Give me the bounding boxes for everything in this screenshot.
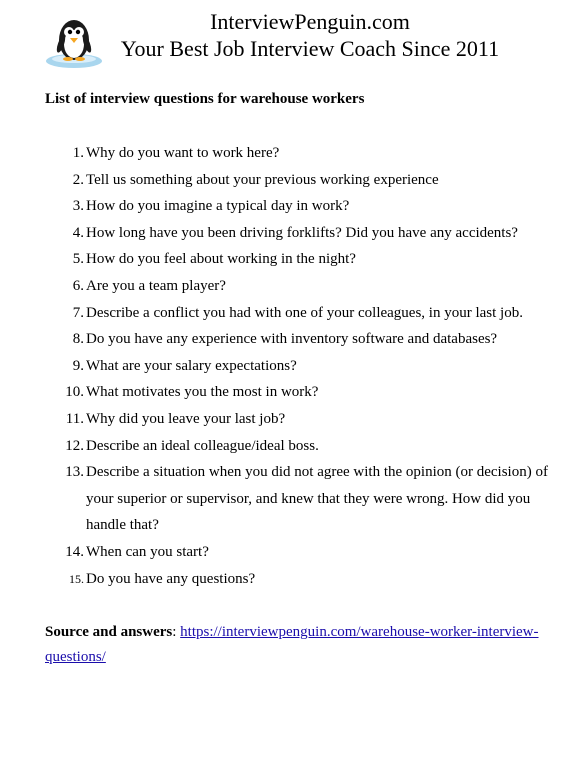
source-line <box>45 620 545 670</box>
question-text: How do you feel about working in the night? <box>86 251 356 268</box>
question-number: 4. <box>72 224 84 241</box>
question-item <box>0 193 585 220</box>
penguin-logo-icon <box>44 14 104 70</box>
questions-list <box>0 140 585 592</box>
question-text: Do you have any experience with inventory software and databases? <box>86 331 498 348</box>
question-text: Describe a situation when you did not agree with the opinion (or decision) of your superior or supervisor, and knew that they were wrong. How did you handle that? <box>86 464 548 534</box>
question-text: How long have you been driving forklifts? Did you have any accidents? <box>86 224 518 241</box>
source-link[interactable]: https://interviewpenguin.com/warehouse-worker-interview-questions/ <box>45 624 539 665</box>
site-tagline: Your Best Job Interview Coach Since 2011 <box>120 36 500 61</box>
question-item <box>0 353 585 380</box>
page-header <box>0 0 585 80</box>
question-text: Why did you leave your last job? <box>86 410 286 427</box>
source-separator: : <box>172 624 181 640</box>
site-name: InterviewPenguin.com <box>210 9 410 34</box>
question-item <box>0 300 585 327</box>
question-item <box>0 140 585 167</box>
question-number: 12. <box>65 437 84 454</box>
question-item <box>0 433 585 460</box>
question-item <box>0 379 585 406</box>
question-item <box>0 246 585 273</box>
question-text: Describe an ideal colleague/ideal boss. <box>86 437 319 454</box>
question-text: What are your salary expectations? <box>86 357 297 374</box>
document-heading: List of interview questions for warehouse workers <box>45 91 365 107</box>
question-number: 14. <box>65 543 84 560</box>
question-text: Tell us something about your previous working experience <box>86 171 439 188</box>
question-number: 3. <box>72 198 84 215</box>
question-number: 2. <box>72 171 84 188</box>
question-text: Do you have any questions? <box>86 570 256 587</box>
question-item <box>0 167 585 194</box>
question-text: What motivates you the most in work? <box>86 384 319 401</box>
question-text: How do you imagine a typical day in work? <box>86 198 350 215</box>
question-number: 15. <box>69 571 84 586</box>
question-text: Describe a conflict you had with one of your colleagues, in your last job. <box>86 304 523 321</box>
question-number: 7. <box>72 304 84 321</box>
question-text: Why do you want to work here? <box>86 145 280 161</box>
question-item <box>0 566 585 593</box>
question-number: 11. <box>65 410 84 427</box>
question-number: 10. <box>65 384 84 401</box>
question-item <box>0 539 585 566</box>
question-number: 9. <box>72 357 84 374</box>
question-text: When can you start? <box>86 543 209 560</box>
question-number: 6. <box>72 277 84 294</box>
source-label: Source and answers <box>45 624 173 640</box>
question-item <box>0 326 585 353</box>
question-item <box>0 459 585 539</box>
question-number: 5. <box>72 251 84 268</box>
question-number: 8. <box>72 331 84 348</box>
question-number: 13. <box>65 464 84 481</box>
question-item <box>0 273 585 300</box>
question-number: 1. <box>72 145 84 161</box>
question-item <box>0 406 585 433</box>
question-text: Are you a team player? <box>86 277 226 294</box>
question-item <box>0 220 585 247</box>
